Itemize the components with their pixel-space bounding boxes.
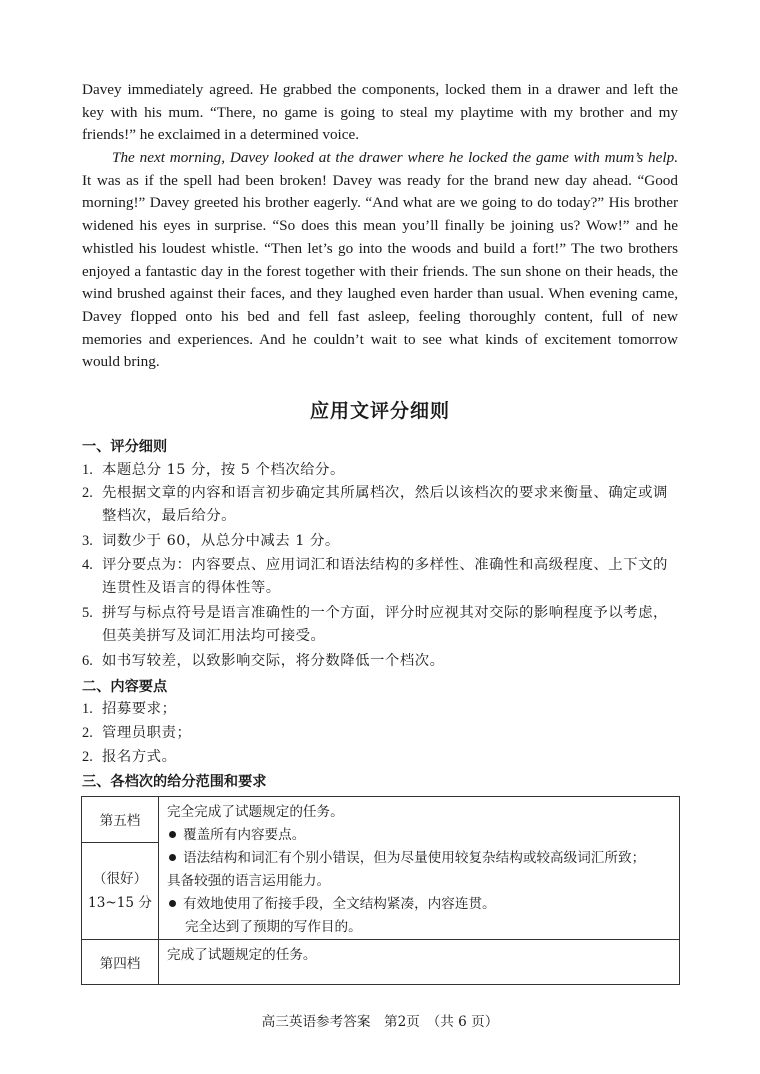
rule-item-2 bbox=[82, 482, 678, 528]
text-line: Davey immediately agreed. He grabbed the components, locked them in a drawer and left the bbox=[82, 81, 678, 98]
level-label: 第五档 bbox=[82, 797, 159, 843]
point-number: 2. bbox=[82, 725, 93, 741]
text-line: memories and experiences. And he couldn’t wait to see what kinds of excitement tomorrow bbox=[82, 330, 678, 348]
rule-number: 1. bbox=[82, 462, 93, 478]
rule-item-5 bbox=[82, 602, 678, 648]
requirement-bullet bbox=[167, 893, 679, 916]
score-value: 13~15 分 bbox=[88, 894, 152, 911]
content-point-1 bbox=[82, 698, 678, 721]
rule-text: 连贯性及语言的得体性等。 bbox=[102, 580, 281, 596]
bullet-icon bbox=[169, 900, 176, 907]
requirement-continuation: 具备较强的语言运用能力。 bbox=[167, 873, 331, 889]
rule-number: 2. bbox=[82, 485, 93, 501]
rule-item-3 bbox=[82, 530, 678, 553]
rule-text: 先根据文章的内容和语言初步确定其所属档次，然后以该档次的要求来衡量、确定或调 bbox=[102, 485, 668, 501]
table-row bbox=[82, 797, 680, 843]
text-line: whistled his loudest whistle. “Then let’s go into the woods and build a fort!” The two brothers bbox=[82, 239, 678, 257]
section-title-1: 一、评分细则 bbox=[82, 439, 168, 455]
requirement-text: 有效地使用了衔接手段，全文结构紧凑，内容连贯。 bbox=[183, 896, 496, 912]
score-label: （很好） bbox=[92, 870, 148, 887]
story-paragraph-2 bbox=[82, 147, 678, 374]
point-text: 招募要求； bbox=[102, 701, 177, 717]
point-number: 1. bbox=[82, 701, 93, 717]
rule-item-6 bbox=[82, 650, 678, 673]
rule-number: 6. bbox=[82, 653, 93, 669]
rule-text: 词数少于 60，从总分中减去 1 分。 bbox=[102, 533, 340, 549]
rule-text: 如书写较差，以致影响交际，将分数降低一个档次。 bbox=[102, 653, 445, 669]
requirement-intro: 完全完成了试题规定的任务。 bbox=[167, 804, 344, 820]
rule-item-4 bbox=[82, 554, 678, 600]
requirement-bullet bbox=[167, 824, 679, 847]
text-line: enjoyed a fantastic day in the forest together with their friends. The sun shone on their heads, the bbox=[82, 262, 678, 280]
score-range bbox=[82, 842, 159, 939]
table-row bbox=[82, 940, 680, 985]
point-text: 管理员职责； bbox=[102, 725, 192, 741]
text-line: key with his mum. “There, no game is going to steal my playtime with my brother and my bbox=[82, 103, 678, 121]
bullet-icon bbox=[169, 831, 176, 838]
italic-opening-sentence: The next morning, Davey looked at the drawer where he locked the game with mum’s help. bbox=[112, 149, 678, 166]
content-point-3 bbox=[82, 746, 678, 769]
page-footer: 高三英语参考答案 第2页 （共 6 页） bbox=[261, 1014, 499, 1030]
text-line: Davey flopped onto his bed and fell fast asleep, feeling thoroughly content, full of new bbox=[82, 307, 678, 325]
level-label: 第四档 bbox=[82, 940, 159, 985]
requirement-continuation: 完全达到了预期的写作目的。 bbox=[185, 919, 362, 935]
rule-text: 评分要点为：内容要点、应用词汇和语法结构的多样性、准确性和高级程度、上下文的 bbox=[102, 557, 668, 573]
section-heading: 应用文评分细则 bbox=[309, 400, 450, 422]
requirement-text: 语法结构和词汇有个别小错误，但为尽量使用较复杂结构或较高级词汇所致； bbox=[183, 850, 646, 866]
grading-table bbox=[81, 796, 680, 985]
requirement-intro: 完成了试题规定的任务。 bbox=[167, 947, 317, 963]
level-requirements bbox=[159, 797, 680, 940]
section-title-2: 二、内容要点 bbox=[82, 679, 168, 695]
content-point-2 bbox=[82, 722, 678, 745]
bullet-icon bbox=[169, 854, 176, 861]
point-number: 2. bbox=[82, 749, 93, 765]
text-line: would bring. bbox=[82, 353, 160, 371]
rule-text: 整档次，最后给分。 bbox=[102, 508, 237, 524]
text-line: widened his eyes in surprise. “So does this mean you’ll finally be joining us? Wow!” and he bbox=[82, 217, 678, 235]
section-title-3: 三、各档次的给分范围和要求 bbox=[82, 774, 267, 790]
point-text: 报名方式。 bbox=[102, 749, 177, 765]
story-paragraph-1 bbox=[82, 79, 678, 147]
rule-text: 本题总分 15 分，按 5 个档次给分。 bbox=[102, 462, 345, 478]
rule-text: 拼写与标点符号是语言准确性的一个方面，评分时应视其对交际的影响程度予以考虑， bbox=[102, 605, 668, 621]
requirement-text: 覆盖所有内容要点。 bbox=[183, 827, 306, 843]
requirement-bullet bbox=[167, 847, 679, 870]
text-line: It was as if the spell had been broken! Davey was ready for the brand new day ahead. “Good bbox=[82, 171, 678, 189]
text-line: wind brushed against their faces, and they laughed even harder than usual. When evening came, bbox=[82, 285, 678, 303]
rule-number: 4. bbox=[82, 557, 93, 573]
rule-number: 3. bbox=[82, 533, 93, 549]
rule-number: 5. bbox=[82, 605, 93, 621]
level-requirements bbox=[159, 940, 680, 985]
rule-item-1 bbox=[82, 459, 678, 482]
rule-text: 但英美拼写及词汇用法均可接受。 bbox=[102, 628, 326, 644]
text-line: morning!” Davey greeted his brother eagerly. “And what are we going to do today?” His brother bbox=[82, 194, 678, 212]
text-line: friends!” he exclaimed in a determined voice. bbox=[82, 126, 360, 144]
